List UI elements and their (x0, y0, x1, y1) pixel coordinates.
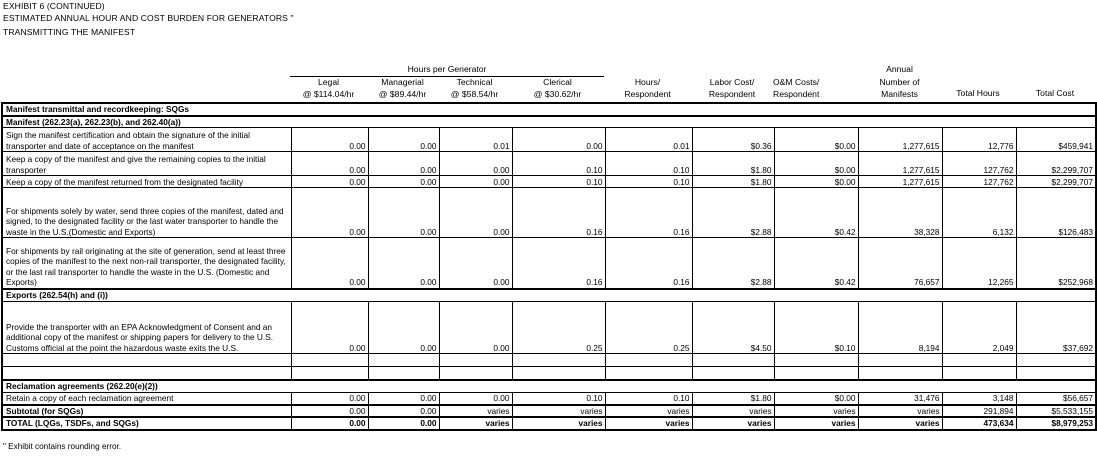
row-value (291, 367, 368, 380)
row-value: $0.42 (774, 238, 858, 289)
row-value: $459,941 (1016, 128, 1096, 152)
section-row (2, 116, 1096, 128)
row-value: 291,894 (942, 405, 1016, 418)
row-value: $2.88 (692, 238, 774, 289)
row-value: 0.00 (439, 302, 512, 354)
om-costs-col-header (773, 77, 857, 100)
row-value: varies (605, 405, 692, 418)
row-value: $2,299,707 (1016, 152, 1096, 176)
section-title: Manifest (262.23(a), 262.23(b), and 262.40(a)) (2, 116, 1096, 128)
row-value: 0.00 (291, 405, 368, 418)
row-value: $126,483 (1016, 188, 1096, 238)
row-description: Provide the transporter with an EPA Acknowledgment of Consent and an additional copy of the manifest or shipping papers for delivery to the U.S. Customs official at the point the hazardous waste exits the U.S. (2, 302, 291, 354)
table-row (2, 176, 1096, 188)
row-value: 12,776 (942, 128, 1016, 152)
row-value (774, 367, 858, 380)
section-title: Reclamation agreements (262.20(e)(2)) (2, 380, 1096, 393)
row-value: varies (439, 405, 512, 418)
row-value: varies (774, 417, 858, 430)
row-value: 0.10 (605, 152, 692, 176)
managerial-col-rate: @ $89.44/hr (378, 88, 427, 99)
row-value: $0.00 (774, 176, 858, 188)
row-description: Sign the manifest certification and obtain the signature of the initial transporter and date of acceptance on the manifest (2, 128, 291, 152)
row-description: TOTAL (LQGs, TSDFs, and SQGs) (2, 417, 291, 430)
row-value (858, 354, 942, 367)
row-value (368, 367, 439, 380)
row-value: 0.00 (368, 393, 439, 405)
row-value: 0.00 (439, 238, 512, 289)
subtotal-row (2, 405, 1096, 418)
row-value: 0.10 (605, 176, 692, 188)
managerial-col-label: Managerial (381, 77, 424, 87)
row-value: 0.00 (439, 152, 512, 176)
row-value: 0.00 (291, 393, 368, 405)
section-title: Manifest transmittal and recordkeeping: SQGs (2, 103, 1096, 116)
row-value (291, 354, 368, 367)
row-value: $8,979,253 (1016, 417, 1096, 430)
row-value: varies (512, 405, 605, 418)
row-value: varies (858, 417, 942, 430)
burden-table (1, 102, 1097, 431)
technical-col-header (438, 77, 511, 100)
row-description (2, 367, 291, 380)
row-value: 0.00 (368, 405, 439, 418)
row-value: 0.00 (439, 393, 512, 405)
row-value (368, 354, 439, 367)
row-value: $2.88 (692, 188, 774, 238)
row-value: 3,148 (942, 393, 1016, 405)
row-value: 1,277,615 (858, 128, 942, 152)
row-value: $2,299,707 (1016, 176, 1096, 188)
row-value: $252,968 (1016, 238, 1096, 289)
row-value: $0.36 (692, 128, 774, 152)
section-row (2, 103, 1096, 116)
annual-heading: Annual (886, 64, 913, 74)
section-row (2, 289, 1096, 302)
row-value (512, 354, 605, 367)
row-value: varies (774, 405, 858, 418)
row-value: 8,194 (858, 302, 942, 354)
row-value: 0.10 (512, 176, 605, 188)
om-costs-line2: Respondent (773, 88, 820, 99)
row-value: 1,277,615 (858, 152, 942, 176)
row-value (942, 367, 1016, 380)
row-value: 0.00 (368, 128, 439, 152)
row-description: For shipments by rail originating at the site of generation, send at least three copies of the manifest to the next non-rail transporter, the designated facility, or the last rail transporter to handle the waste in the U.S. (Domestic and Exports) (2, 238, 291, 289)
row-value (605, 367, 692, 380)
row-value: 0.00 (439, 188, 512, 238)
clerical-col-rate: @ $30.62/hr (533, 88, 582, 99)
hours-per-generator-heading: Hours per Generator (407, 64, 487, 74)
row-value (439, 367, 512, 380)
hours-respondent-col-header (604, 77, 691, 100)
row-value: 0.00 (368, 152, 439, 176)
blank-row (2, 367, 1096, 380)
row-value: 12,265 (942, 238, 1016, 289)
row-value: 0.01 (439, 128, 512, 152)
total-hours-col-header: Total Hours (956, 88, 1000, 98)
exhibit-title: ESTIMATED ANNUAL HOUR AND COST BURDEN FOR GENERATORS " (3, 13, 294, 23)
row-value: 0.00 (291, 302, 368, 354)
rounding-footnote: " Exhibit contains rounding error. (3, 442, 122, 451)
num-manifests-line1: Number of (879, 77, 920, 87)
row-value: 0.00 (291, 128, 368, 152)
row-value: 31,476 (858, 393, 942, 405)
row-value: 38,328 (858, 188, 942, 238)
exhibit-number: EXHIBIT 6 (CONTINUED) (3, 1, 105, 11)
row-value (1016, 367, 1096, 380)
row-value: $1.80 (692, 152, 774, 176)
row-value: $1.80 (692, 176, 774, 188)
row-value: $37,692 (1016, 302, 1096, 354)
row-value: varies (858, 405, 942, 418)
row-value: 127,762 (942, 176, 1016, 188)
table-row (2, 128, 1096, 152)
row-value: varies (605, 417, 692, 430)
technical-col-label: Technical (456, 77, 493, 87)
row-value: 0.25 (512, 302, 605, 354)
labor-cost-col-header (691, 77, 773, 100)
row-description (2, 354, 291, 367)
table-row (2, 152, 1096, 176)
row-value: 0.10 (605, 393, 692, 405)
row-value: 0.00 (291, 188, 368, 238)
row-value (605, 354, 692, 367)
row-value: varies (512, 417, 605, 430)
row-value: 0.16 (512, 188, 605, 238)
legal-col-rate: @ $114.04/hr (302, 88, 355, 99)
row-value: 0.01 (605, 128, 692, 152)
row-value: 0.00 (291, 238, 368, 289)
table-row (2, 188, 1096, 238)
hours-respondent-line2: Respondent (624, 88, 671, 99)
table-row (2, 393, 1096, 405)
row-value: 0.16 (605, 188, 692, 238)
exhibit-subtitle: TRANSMITTING THE MANIFEST (3, 27, 136, 37)
row-value (942, 354, 1016, 367)
row-value: $0.00 (774, 152, 858, 176)
clerical-col-label: Clerical (543, 77, 572, 87)
num-manifests-col-header (858, 77, 941, 100)
row-value: 6,132 (942, 188, 1016, 238)
row-value: 1,277,615 (858, 176, 942, 188)
row-value: $0.00 (774, 128, 858, 152)
row-value (1016, 354, 1096, 367)
row-value: 0.00 (512, 128, 605, 152)
row-value (858, 367, 942, 380)
labor-cost-line2: Respondent (708, 88, 756, 99)
row-value: 473,634 (942, 417, 1016, 430)
row-value: 2,049 (942, 302, 1016, 354)
legal-col-header (290, 77, 367, 100)
row-description: Subtotal (for SQGs) (2, 405, 291, 418)
hours-respondent-line1: Hours/ (634, 77, 661, 87)
total-cost-col-header: Total Cost (1035, 88, 1075, 98)
row-value: $1.80 (692, 393, 774, 405)
row-description: Keep a copy of the manifest returned from the designated facility (2, 176, 291, 188)
row-value (439, 354, 512, 367)
row-description: Keep a copy of the manifest and give the remaining copies to the initial transporter (2, 152, 291, 176)
row-value: 0.10 (512, 152, 605, 176)
row-value: 0.00 (368, 302, 439, 354)
row-value: 0.00 (368, 238, 439, 289)
row-value: $0.10 (774, 302, 858, 354)
blank-row (2, 354, 1096, 367)
table-row (2, 302, 1096, 354)
row-value: 0.00 (291, 176, 368, 188)
table-row (2, 238, 1096, 289)
row-value (774, 354, 858, 367)
section-row (2, 380, 1096, 393)
row-value: 0.10 (512, 393, 605, 405)
row-value: 0.00 (368, 188, 439, 238)
row-value: varies (439, 417, 512, 430)
row-value: varies (692, 417, 774, 430)
total-row (2, 417, 1096, 430)
row-value: $0.00 (774, 393, 858, 405)
row-value: 0.00 (439, 176, 512, 188)
row-value: 76,657 (858, 238, 942, 289)
legal-col-label: Legal (317, 77, 340, 87)
row-value (692, 367, 774, 380)
row-value: 0.00 (368, 417, 439, 430)
row-value (512, 367, 605, 380)
row-value: 0.25 (605, 302, 692, 354)
labor-cost-line1: Labor Cost/ (709, 77, 755, 87)
row-value: 0.16 (512, 238, 605, 289)
row-value: 0.00 (291, 152, 368, 176)
row-value: 127,762 (942, 152, 1016, 176)
managerial-col-header (367, 77, 438, 100)
row-value: $5,533,155 (1016, 405, 1096, 418)
num-manifests-line2: Manifests (881, 88, 918, 99)
row-value: $56,657 (1016, 393, 1096, 405)
om-costs-line1: O&M Costs/ (773, 77, 820, 87)
section-title: Exports (262.54(h) and (i)) (2, 289, 1096, 302)
row-value: $4.50 (692, 302, 774, 354)
row-value: varies (692, 405, 774, 418)
row-description: For shipments solely by water, send three copies of the manifest, dated and signed, to the designated facility or the last water transporter to handle the waste in the U.S.(Domestic and Exports) (2, 188, 291, 238)
row-value: 0.00 (368, 176, 439, 188)
row-value: $0.42 (774, 188, 858, 238)
row-value (692, 354, 774, 367)
row-value: 0.00 (291, 417, 368, 430)
row-value: 0.16 (605, 238, 692, 289)
technical-col-rate: @ $58.54/hr (450, 88, 499, 99)
clerical-col-header (511, 77, 604, 100)
row-description: Retain a copy of each reclamation agreement (2, 393, 291, 405)
